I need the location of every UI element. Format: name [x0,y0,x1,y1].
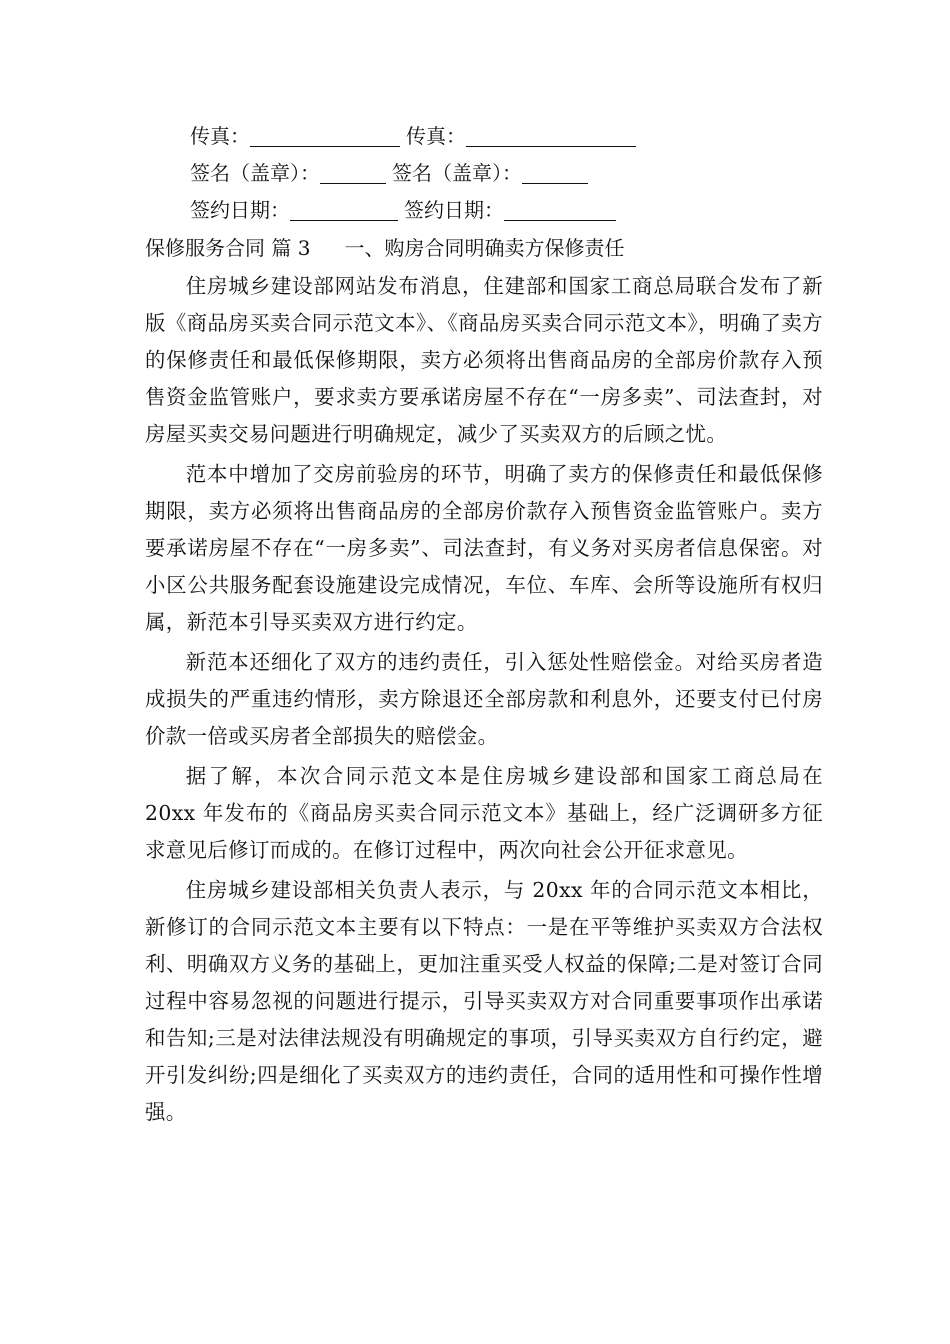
date-blank-left [290,198,398,221]
fax-label-left: 传真： [190,124,250,148]
date-blank-right [504,198,616,221]
date-label-right: 签约日期： [404,198,504,222]
contract-title: 保修服务合同 篇 3 [145,236,311,260]
sign-blank-right [522,161,588,184]
paragraph: 新范本还细化了双方的违约责任，引入惩处性赔偿金。对给买房者造成损失的严重违约情形，卖方除退还全部房款和利息外，还要支付已付房价款一倍或买房者全部损失的赔偿金。 [145,650,823,748]
body-text [145,268,823,1134]
sign-blank-left [320,161,386,184]
fax-blank-left [250,124,400,147]
paragraph: 住房城乡建设部相关负责人表示，与 20xx 年的合同示范文本相比，新修订的合同示范文本主要有以下特点：一是在平等维护买卖双方合法权利、明确双方义务的基础上，更加注重买受人权益的保障;二是对签订合同过程中容易忽视的问题进行提示，引导买卖双方对合同重要事项作出承诺和告知;三是对法律法规没有明确规定的事项，引导买卖双方自行约定，避开引发纠纷;四是细化了买卖双方的违约责任，合同的适用性和可操作性增强。 [145,878,823,1124]
paragraph: 据了解，本次合同示范文本是住房城乡建设部和国家工商总局在 20xx 年发布的《商品房买卖合同示范文本》基础上，经广泛调研多方征求意见后修订而成的。在修订过程中，两次向社会公开征求意见。 [145,764,823,862]
section-heading [145,230,805,266]
paragraph: 范本中增加了交房前验房的环节，明确了卖方的保修责任和最低保修期限，卖方必须将出售商品房的全部房价款存入预售资金监管账户。卖方要承诺房屋不存在“一房多卖”、司法查封，有义务对买房者信息保密。对小区公共服务配套设施建设完成情况，车位、车库、会所等设施所有权归属，新范本引导买卖双方进行约定。 [145,462,823,634]
date-label-left: 签约日期： [190,198,290,222]
signature-row [190,155,710,192]
fax-label-right: 传真： [406,124,466,148]
sign-label-right: 签名（盖章）： [392,161,522,185]
signature-block [190,118,710,229]
paragraph: 住房城乡建设部网站发布消息，住建部和国家工商总局联合发布了新版《商品房买卖合同示范文本》、《商品房买卖合同示范文本》，明确了卖方的保修责任和最低保修期限，卖方必须将出售商品房的全部房价款存入预售资金监管账户，要求卖方要承诺房屋不存在“一房多卖”、司法查封，对房屋买卖交易问题进行明确规定，减少了买卖双方的后顾之忧。 [145,274,823,446]
section-subtitle: 一、购房合同明确卖方保修责任 [344,236,625,260]
fax-blank-right [466,124,636,147]
fax-row [190,118,710,155]
date-row [190,192,710,229]
sign-label-left: 签名（盖章）： [190,161,320,185]
